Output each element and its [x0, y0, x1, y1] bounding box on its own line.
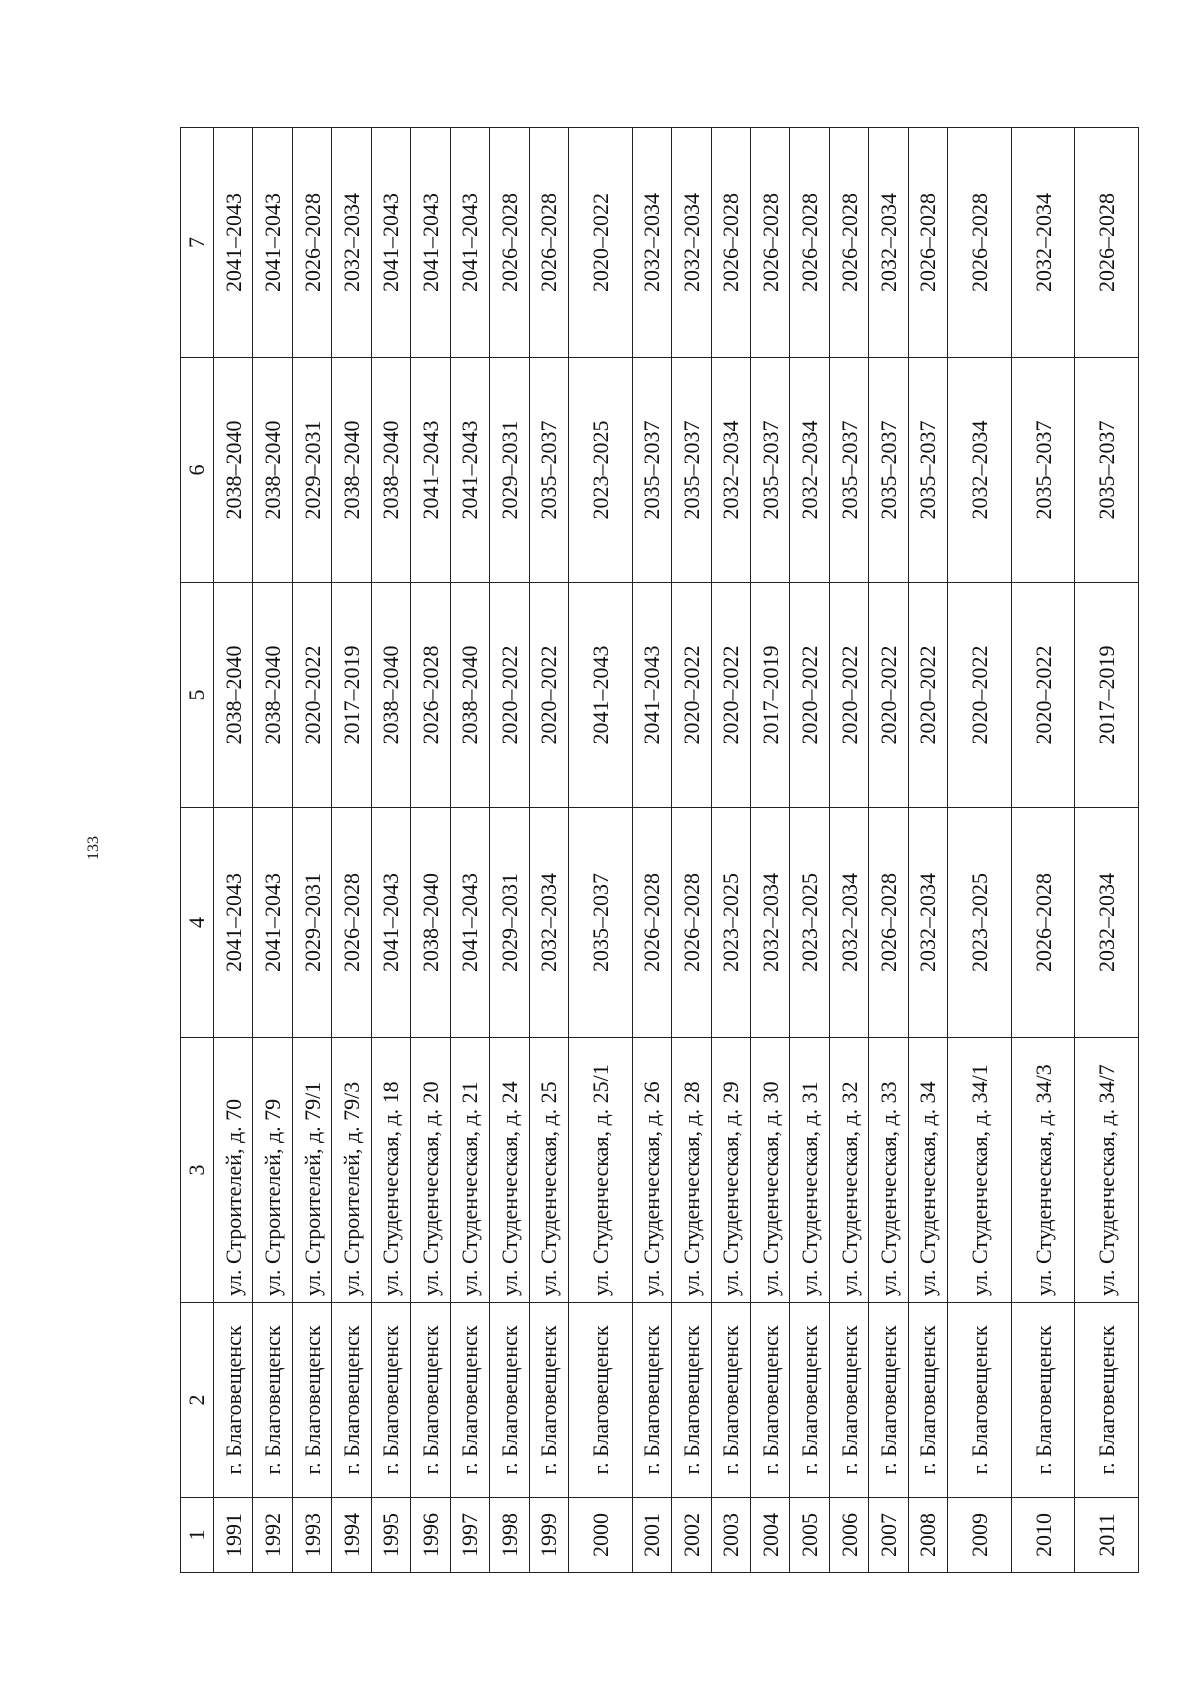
table-cell-c2: г. Благовещенск	[332, 1303, 371, 1498]
table-cell-c6: 2038–2040	[253, 358, 292, 583]
table-cell-c2: г. Благовещенск	[490, 1303, 529, 1498]
table-cell-c4: 2041–2043	[253, 808, 292, 1038]
table-cell-c6: 2041–2043	[411, 358, 450, 583]
table-row	[529, 128, 568, 1573]
table-cell-c3: ул. Строителей, д. 70	[214, 1038, 253, 1303]
table-cell-c5: 2020–2022	[869, 583, 908, 808]
header-row	[181, 128, 214, 1573]
table-cell-c6: 2035–2037	[1011, 358, 1075, 583]
table-cell-c4: 2026–2028	[869, 808, 908, 1038]
table-cell-c5: 2038–2040	[371, 583, 410, 808]
table-body	[214, 128, 1139, 1573]
table-cell-c7: 2041–2043	[253, 128, 292, 358]
table-cell-c3: ул. Студенческая, д. 34/3	[1011, 1038, 1075, 1303]
table-cell-c6: 2032–2034	[790, 358, 829, 583]
table-cell-c7: 2020–2022	[569, 128, 633, 358]
table-cell-c6: 2035–2037	[632, 358, 671, 583]
table-cell-c7: 2041–2043	[371, 128, 410, 358]
schedule-table-wrapper	[180, 128, 1139, 1573]
table-row	[790, 128, 829, 1573]
table-cell-c1: 1992	[253, 1498, 292, 1573]
table-cell-c4: 2023–2025	[711, 808, 750, 1038]
table-cell-c3: ул. Студенческая, д. 34	[908, 1038, 947, 1303]
table-cell-c4: 2023–2025	[790, 808, 829, 1038]
table-cell-c2: г. Благовещенск	[1011, 1303, 1075, 1498]
table-cell-c6: 2035–2037	[908, 358, 947, 583]
table-cell-c5: 2020–2022	[711, 583, 750, 808]
table-cell-c5: 2020–2022	[908, 583, 947, 808]
table-cell-c5: 2017–2019	[751, 583, 790, 808]
table-cell-c2: г. Благовещенск	[869, 1303, 908, 1498]
table-cell-c3: ул. Студенческая, д. 33	[869, 1038, 908, 1303]
table-cell-c6: 2035–2037	[529, 358, 568, 583]
table-cell-c1: 1998	[490, 1498, 529, 1573]
table-cell-c3: ул. Студенческая, д. 32	[829, 1038, 868, 1303]
table-cell-c5: 2038–2040	[253, 583, 292, 808]
table-cell-c7: 2032–2034	[332, 128, 371, 358]
table-cell-c7: 2026–2028	[292, 128, 331, 358]
page-number: 133	[85, 836, 102, 860]
table-cell-c7: 2026–2028	[529, 128, 568, 358]
table-cell-c3: ул. Студенческая, д. 30	[751, 1038, 790, 1303]
table-cell-c4: 2032–2034	[529, 808, 568, 1038]
table-cell-c7: 2026–2028	[908, 128, 947, 358]
table-cell-c5: 2020–2022	[672, 583, 711, 808]
table-cell-c4: 2029–2031	[490, 808, 529, 1038]
table-row	[332, 128, 371, 1573]
table-row	[711, 128, 750, 1573]
table-row	[1075, 128, 1139, 1573]
table-row	[632, 128, 671, 1573]
table-cell-c6: 2035–2037	[672, 358, 711, 583]
table-cell-c7: 2026–2028	[1075, 128, 1139, 358]
table-row	[751, 128, 790, 1573]
table-cell-c3: ул. Студенческая, д. 21	[450, 1038, 489, 1303]
table-cell-c1: 2006	[829, 1498, 868, 1573]
table-cell-c7: 2041–2043	[450, 128, 489, 358]
table-cell-c6: 2041–2043	[450, 358, 489, 583]
table-cell-c4: 2035–2037	[569, 808, 633, 1038]
table-cell-c1: 1993	[292, 1498, 331, 1573]
table-cell-c6: 2029–2031	[490, 358, 529, 583]
table-cell-c2: г. Благовещенск	[829, 1303, 868, 1498]
table-cell-c3: ул. Студенческая, д. 26	[632, 1038, 671, 1303]
table-row	[569, 128, 633, 1573]
table-cell-c7: 2026–2028	[490, 128, 529, 358]
table-cell-c6: 2035–2037	[751, 358, 790, 583]
table-cell-c6: 2032–2034	[948, 358, 1012, 583]
table-cell-c5: 2020–2022	[829, 583, 868, 808]
table-cell-c7: 2026–2028	[790, 128, 829, 358]
table-cell-c5: 2017–2019	[332, 583, 371, 808]
column-header: 7	[181, 128, 214, 358]
table-cell-c2: г. Благовещенск	[529, 1303, 568, 1498]
table-cell-c5: 2038–2040	[450, 583, 489, 808]
table-row	[948, 128, 1012, 1573]
table-cell-c3: ул. Строителей, д. 79/1	[292, 1038, 331, 1303]
table-cell-c7: 2032–2034	[1011, 128, 1075, 358]
table-cell-c6: 2029–2031	[292, 358, 331, 583]
table-cell-c5: 2026–2028	[411, 583, 450, 808]
table-cell-c1: 1991	[214, 1498, 253, 1573]
table-cell-c6: 2035–2037	[869, 358, 908, 583]
table-cell-c1: 2001	[632, 1498, 671, 1573]
table-row	[214, 128, 253, 1573]
table-row	[292, 128, 331, 1573]
table-cell-c7: 2041–2043	[411, 128, 450, 358]
table-cell-c6: 2032–2034	[711, 358, 750, 583]
table-cell-c6: 2038–2040	[332, 358, 371, 583]
column-header: 5	[181, 583, 214, 808]
table-cell-c5: 2020–2022	[529, 583, 568, 808]
table-cell-c1: 1995	[371, 1498, 410, 1573]
table-cell-c7: 2032–2034	[869, 128, 908, 358]
table-cell-c4: 2032–2034	[829, 808, 868, 1038]
table-row	[490, 128, 529, 1573]
table-cell-c7: 2026–2028	[711, 128, 750, 358]
table-cell-c6: 2023–2025	[569, 358, 633, 583]
table-cell-c3: ул. Студенческая, д. 28	[672, 1038, 711, 1303]
table-cell-c5: 2041–2043	[632, 583, 671, 808]
table-cell-c4: 2032–2034	[751, 808, 790, 1038]
table-cell-c4: 2026–2028	[672, 808, 711, 1038]
table-cell-c7: 2032–2034	[632, 128, 671, 358]
table-cell-c5: 2038–2040	[214, 583, 253, 808]
table-cell-c4: 2026–2028	[1011, 808, 1075, 1038]
table-cell-c2: г. Благовещенск	[711, 1303, 750, 1498]
table-cell-c3: ул. Студенческая, д. 25/1	[569, 1038, 633, 1303]
table-cell-c3: ул. Студенческая, д. 20	[411, 1038, 450, 1303]
table-cell-c1: 1997	[450, 1498, 489, 1573]
rotated-table-frame	[180, 128, 1139, 1573]
table-cell-c7: 2026–2028	[751, 128, 790, 358]
table-cell-c1: 2002	[672, 1498, 711, 1573]
table-cell-c1: 2011	[1075, 1498, 1139, 1573]
table-cell-c2: г. Благовещенск	[1075, 1303, 1139, 1498]
table-cell-c1: 1999	[529, 1498, 568, 1573]
table-cell-c1: 2008	[908, 1498, 947, 1573]
table-row	[1011, 128, 1075, 1573]
table-cell-c1: 2000	[569, 1498, 633, 1573]
table-cell-c7: 2041–2043	[214, 128, 253, 358]
table-cell-c1: 2005	[790, 1498, 829, 1573]
table-cell-c1: 1994	[332, 1498, 371, 1573]
table-cell-c3: ул. Студенческая, д. 31	[790, 1038, 829, 1303]
table-cell-c7: 2026–2028	[829, 128, 868, 358]
column-header: 1	[181, 1498, 214, 1573]
table-cell-c3: ул. Студенческая, д. 18	[371, 1038, 410, 1303]
table-cell-c2: г. Благовещенск	[908, 1303, 947, 1498]
table-cell-c6: 2038–2040	[214, 358, 253, 583]
table-cell-c4: 2041–2043	[214, 808, 253, 1038]
table-cell-c6: 2035–2037	[829, 358, 868, 583]
table-cell-c5: 2020–2022	[1011, 583, 1075, 808]
table-cell-c4: 2029–2031	[292, 808, 331, 1038]
table-cell-c1: 2009	[948, 1498, 1012, 1573]
table-row	[829, 128, 868, 1573]
table-cell-c6: 2035–2037	[1075, 358, 1139, 583]
column-header: 2	[181, 1303, 214, 1498]
table-cell-c1: 2003	[711, 1498, 750, 1573]
table-cell-c2: г. Благовещенск	[371, 1303, 410, 1498]
table-cell-c1: 1996	[411, 1498, 450, 1573]
table-row	[253, 128, 292, 1573]
table-cell-c3: ул. Строителей, д. 79	[253, 1038, 292, 1303]
table-cell-c3: ул. Студенческая, д. 34/7	[1075, 1038, 1139, 1303]
table-cell-c5: 2020–2022	[490, 583, 529, 808]
table-cell-c5: 2041–2043	[569, 583, 633, 808]
table-cell-c5: 2020–2022	[292, 583, 331, 808]
table-cell-c3: ул. Студенческая, д. 24	[490, 1038, 529, 1303]
table-cell-c3: ул. Студенческая, д. 25	[529, 1038, 568, 1303]
table-cell-c4: 2038–2040	[411, 808, 450, 1038]
table-cell-c7: 2032–2034	[672, 128, 711, 358]
table-cell-c6: 2038–2040	[371, 358, 410, 583]
table-cell-c2: г. Благовещенск	[253, 1303, 292, 1498]
table-cell-c1: 2010	[1011, 1498, 1075, 1573]
table-cell-c5: 2020–2022	[790, 583, 829, 808]
table-cell-c4: 2023–2025	[948, 808, 1012, 1038]
table-cell-c5: 2017–2019	[1075, 583, 1139, 808]
table-cell-c2: г. Благовещенск	[450, 1303, 489, 1498]
table-cell-c3: ул. Строителей, д. 79/3	[332, 1038, 371, 1303]
table-row	[908, 128, 947, 1573]
table-cell-c4: 2026–2028	[632, 808, 671, 1038]
table-row	[371, 128, 410, 1573]
column-header: 3	[181, 1038, 214, 1303]
table-cell-c4: 2026–2028	[332, 808, 371, 1038]
table-cell-c2: г. Благовещенск	[214, 1303, 253, 1498]
table-cell-c1: 2004	[751, 1498, 790, 1573]
table-cell-c2: г. Благовещенск	[411, 1303, 450, 1498]
table-row	[869, 128, 908, 1573]
table-cell-c1: 2007	[869, 1498, 908, 1573]
table-cell-c4: 2041–2043	[371, 808, 410, 1038]
table-cell-c2: г. Благовещенск	[672, 1303, 711, 1498]
column-header: 6	[181, 358, 214, 583]
table-cell-c3: ул. Студенческая, д. 34/1	[948, 1038, 1012, 1303]
table-cell-c4: 2041–2043	[450, 808, 489, 1038]
table-row	[411, 128, 450, 1573]
table-cell-c4: 2032–2034	[908, 808, 947, 1038]
table-cell-c2: г. Благовещенск	[569, 1303, 633, 1498]
table-cell-c2: г. Благовещенск	[790, 1303, 829, 1498]
table-cell-c5: 2020–2022	[948, 583, 1012, 808]
table-cell-c7: 2026–2028	[948, 128, 1012, 358]
table-cell-c3: ул. Студенческая, д. 29	[711, 1038, 750, 1303]
column-header: 4	[181, 808, 214, 1038]
table-cell-c2: г. Благовещенск	[632, 1303, 671, 1498]
table-cell-c2: г. Благовещенск	[948, 1303, 1012, 1498]
table-cell-c2: г. Благовещенск	[292, 1303, 331, 1498]
table-row	[672, 128, 711, 1573]
table-cell-c2: г. Благовещенск	[751, 1303, 790, 1498]
schedule-table	[180, 127, 1139, 1573]
table-cell-c4: 2032–2034	[1075, 808, 1139, 1038]
table-row	[450, 128, 489, 1573]
